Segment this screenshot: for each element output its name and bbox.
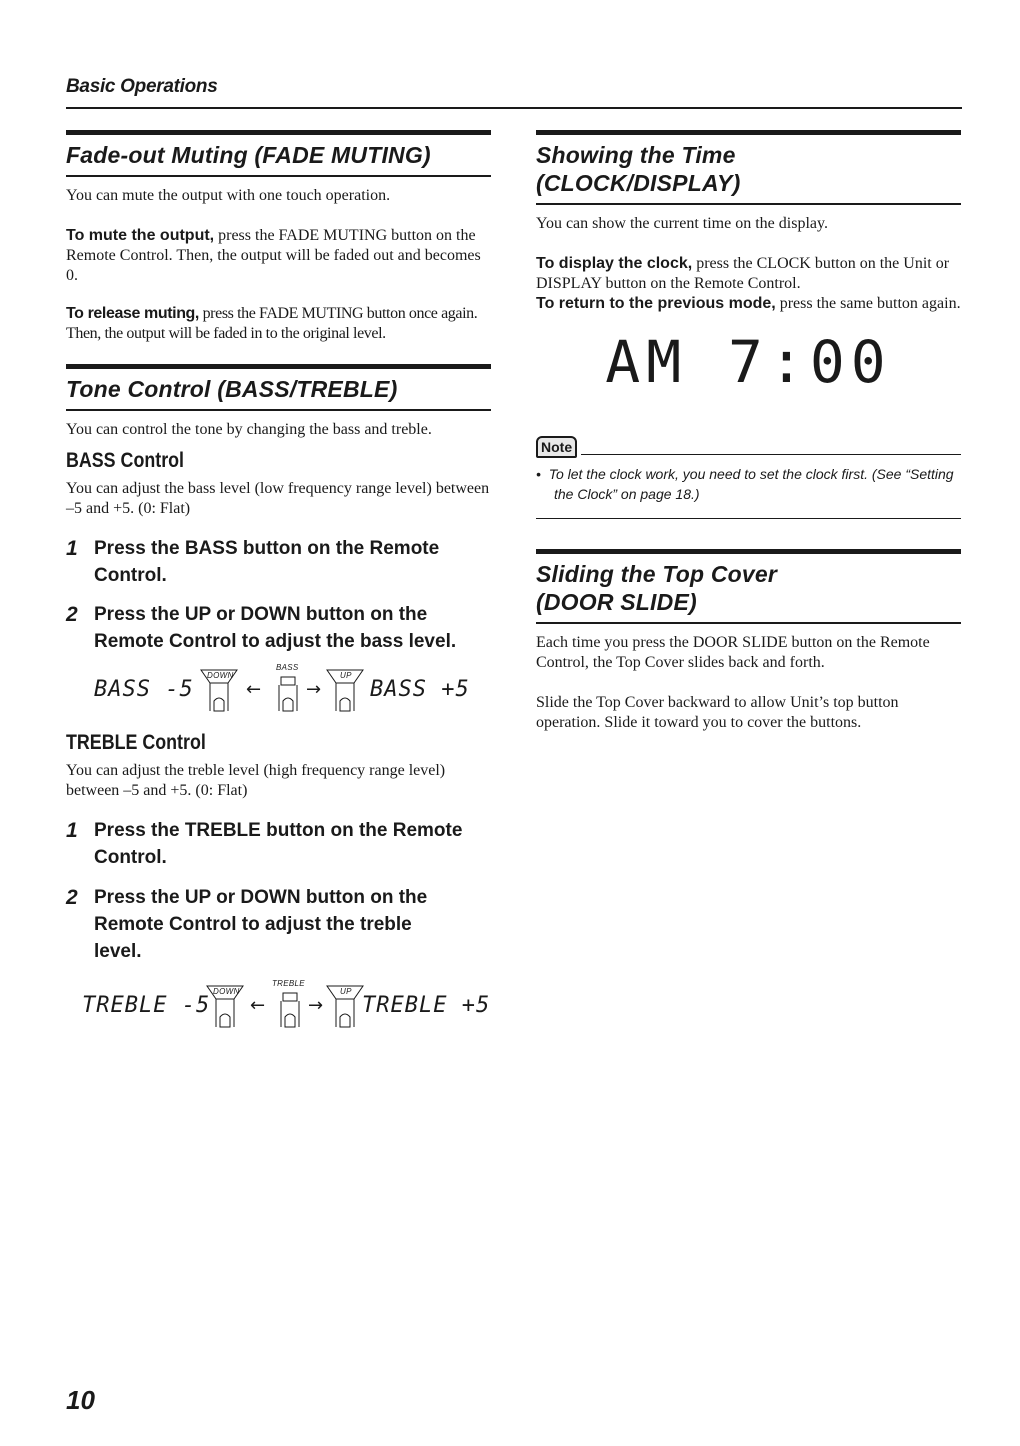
- left-column: [66, 130, 491, 1037]
- clock-intro: You can show the current time on the display.: [536, 215, 828, 232]
- treble-max-display: TREBLE +5: [362, 993, 491, 1018]
- clock-heading-line-1: Showing the Time: [536, 142, 736, 168]
- clock-return-text: press the same button again.: [775, 295, 961, 312]
- fade-release-text: press the FADE MUTING button once again. Then, the output will be faded in to the original level.: [66, 305, 478, 342]
- page-number: 10: [66, 1385, 95, 1415]
- clock-display-paragraph: [536, 254, 961, 294]
- bass-button-label: BASS: [276, 663, 299, 672]
- tone-control-heading: Tone Control (BASS/TREBLE): [66, 364, 491, 411]
- fade-release-lead: To release muting,: [66, 305, 199, 322]
- header-rule: [66, 107, 962, 109]
- treble-step-1-number: 1: [66, 819, 78, 842]
- door-paragraph-1: Each time you press the DOOR SLIDE button on the Remote Control, the Top Cover slides back and forth.: [536, 634, 930, 671]
- clock-return-paragraph: [536, 294, 961, 314]
- down-button-label: DOWN: [207, 671, 234, 680]
- treble-step-1-text: Press the TREBLE button on the Remote Control.: [94, 820, 463, 868]
- bullet-icon: •: [536, 466, 549, 482]
- fade-muting-heading: Fade-out Muting (FADE MUTING): [66, 130, 491, 177]
- clock-display-lead: To display the clock,: [536, 255, 693, 272]
- clock-display-heading: [536, 130, 961, 205]
- down-button-label: DOWN: [213, 987, 240, 996]
- left-arrow-icon: ←: [250, 995, 266, 1016]
- treble-range-diagram: [66, 977, 491, 1037]
- bass-max-display: BASS +5: [370, 677, 470, 702]
- bass-min-display: BASS -5: [94, 677, 194, 702]
- bass-button-icon: [273, 667, 303, 717]
- up-button-label: UP: [340, 671, 352, 680]
- bass-range-diagram: [66, 661, 491, 721]
- treble-button-label: TREBLE: [272, 979, 305, 988]
- bass-description: You can adjust the bass level (low frequency range level) between –5 and +5. (0: Flat): [66, 480, 490, 517]
- bass-step-2-text: Press the UP or DOWN button on the Remote Control to adjust the bass level.: [94, 604, 457, 652]
- fade-intro: You can mute the output with one touch operation.: [66, 187, 391, 204]
- note-text: To let the clock work, you need to set the clock first. (See “Setting the Clock” on page 18.): [548, 466, 954, 502]
- door-heading-line-2: (DOOR SLIDE): [536, 589, 697, 615]
- clock-display-text: press the CLOCK button on the Unit or DISPLAY button on the Remote Control.: [536, 255, 950, 292]
- tone-intro: You can control the tone by changing the bass and treble.: [66, 421, 432, 438]
- fade-mute-text: press the FADE MUTING button on the Remote Control. Then, the output will be faded out and becomes 0.: [66, 227, 481, 284]
- note-icon: Note: [536, 436, 577, 458]
- treble-control-heading: TREBLE Control: [66, 731, 206, 754]
- right-arrow-icon: →: [306, 679, 322, 700]
- bass-control-heading: BASS Control: [66, 449, 185, 472]
- bass-step-2: [66, 601, 491, 655]
- treble-description: You can adjust the treble level (high frequency range level) between –5 and +5. (0: Flat): [66, 762, 446, 799]
- clock-heading-line-2: (CLOCK/DISPLAY): [536, 170, 741, 196]
- section-label: Basic Operations: [66, 76, 218, 97]
- bass-step-1-number: 1: [66, 537, 78, 560]
- note-item: [536, 464, 961, 504]
- fade-mute-paragraph: [66, 226, 491, 286]
- bass-step-1-text: Press the BASS button on the Remote Control.: [94, 538, 440, 586]
- fade-release-paragraph: [66, 304, 491, 344]
- fade-mute-lead: To mute the output,: [66, 227, 215, 244]
- treble-step-2: [66, 884, 491, 965]
- treble-step-1: [66, 817, 491, 871]
- note-rule: [581, 454, 961, 455]
- clock-lcd-display: AM 7:00: [605, 328, 892, 396]
- left-arrow-icon: ←: [246, 679, 262, 700]
- door-heading-line-1: Sliding the Top Cover: [536, 561, 778, 587]
- note-header: [536, 436, 961, 458]
- note-bottom-rule: [536, 518, 961, 519]
- treble-step-2-number: 2: [66, 886, 78, 909]
- bass-step-1: [66, 535, 491, 589]
- door-slide-heading: [536, 549, 961, 624]
- treble-step-2-text: Press the UP or DOWN button on the Remote Control to adjust the treble level.: [94, 887, 428, 962]
- bass-step-2-number: 2: [66, 603, 78, 626]
- right-arrow-icon: →: [308, 995, 324, 1016]
- clock-return-lead: To return to the previous mode,: [536, 295, 776, 312]
- up-button-label: UP: [340, 987, 352, 996]
- treble-button-icon: [275, 983, 305, 1033]
- right-column: [536, 130, 961, 733]
- treble-min-display: TREBLE -5: [82, 993, 211, 1018]
- door-paragraph-2: Slide the Top Cover backward to allow Unit’s top button operation. Slide it toward you to cover the buttons.: [536, 694, 899, 731]
